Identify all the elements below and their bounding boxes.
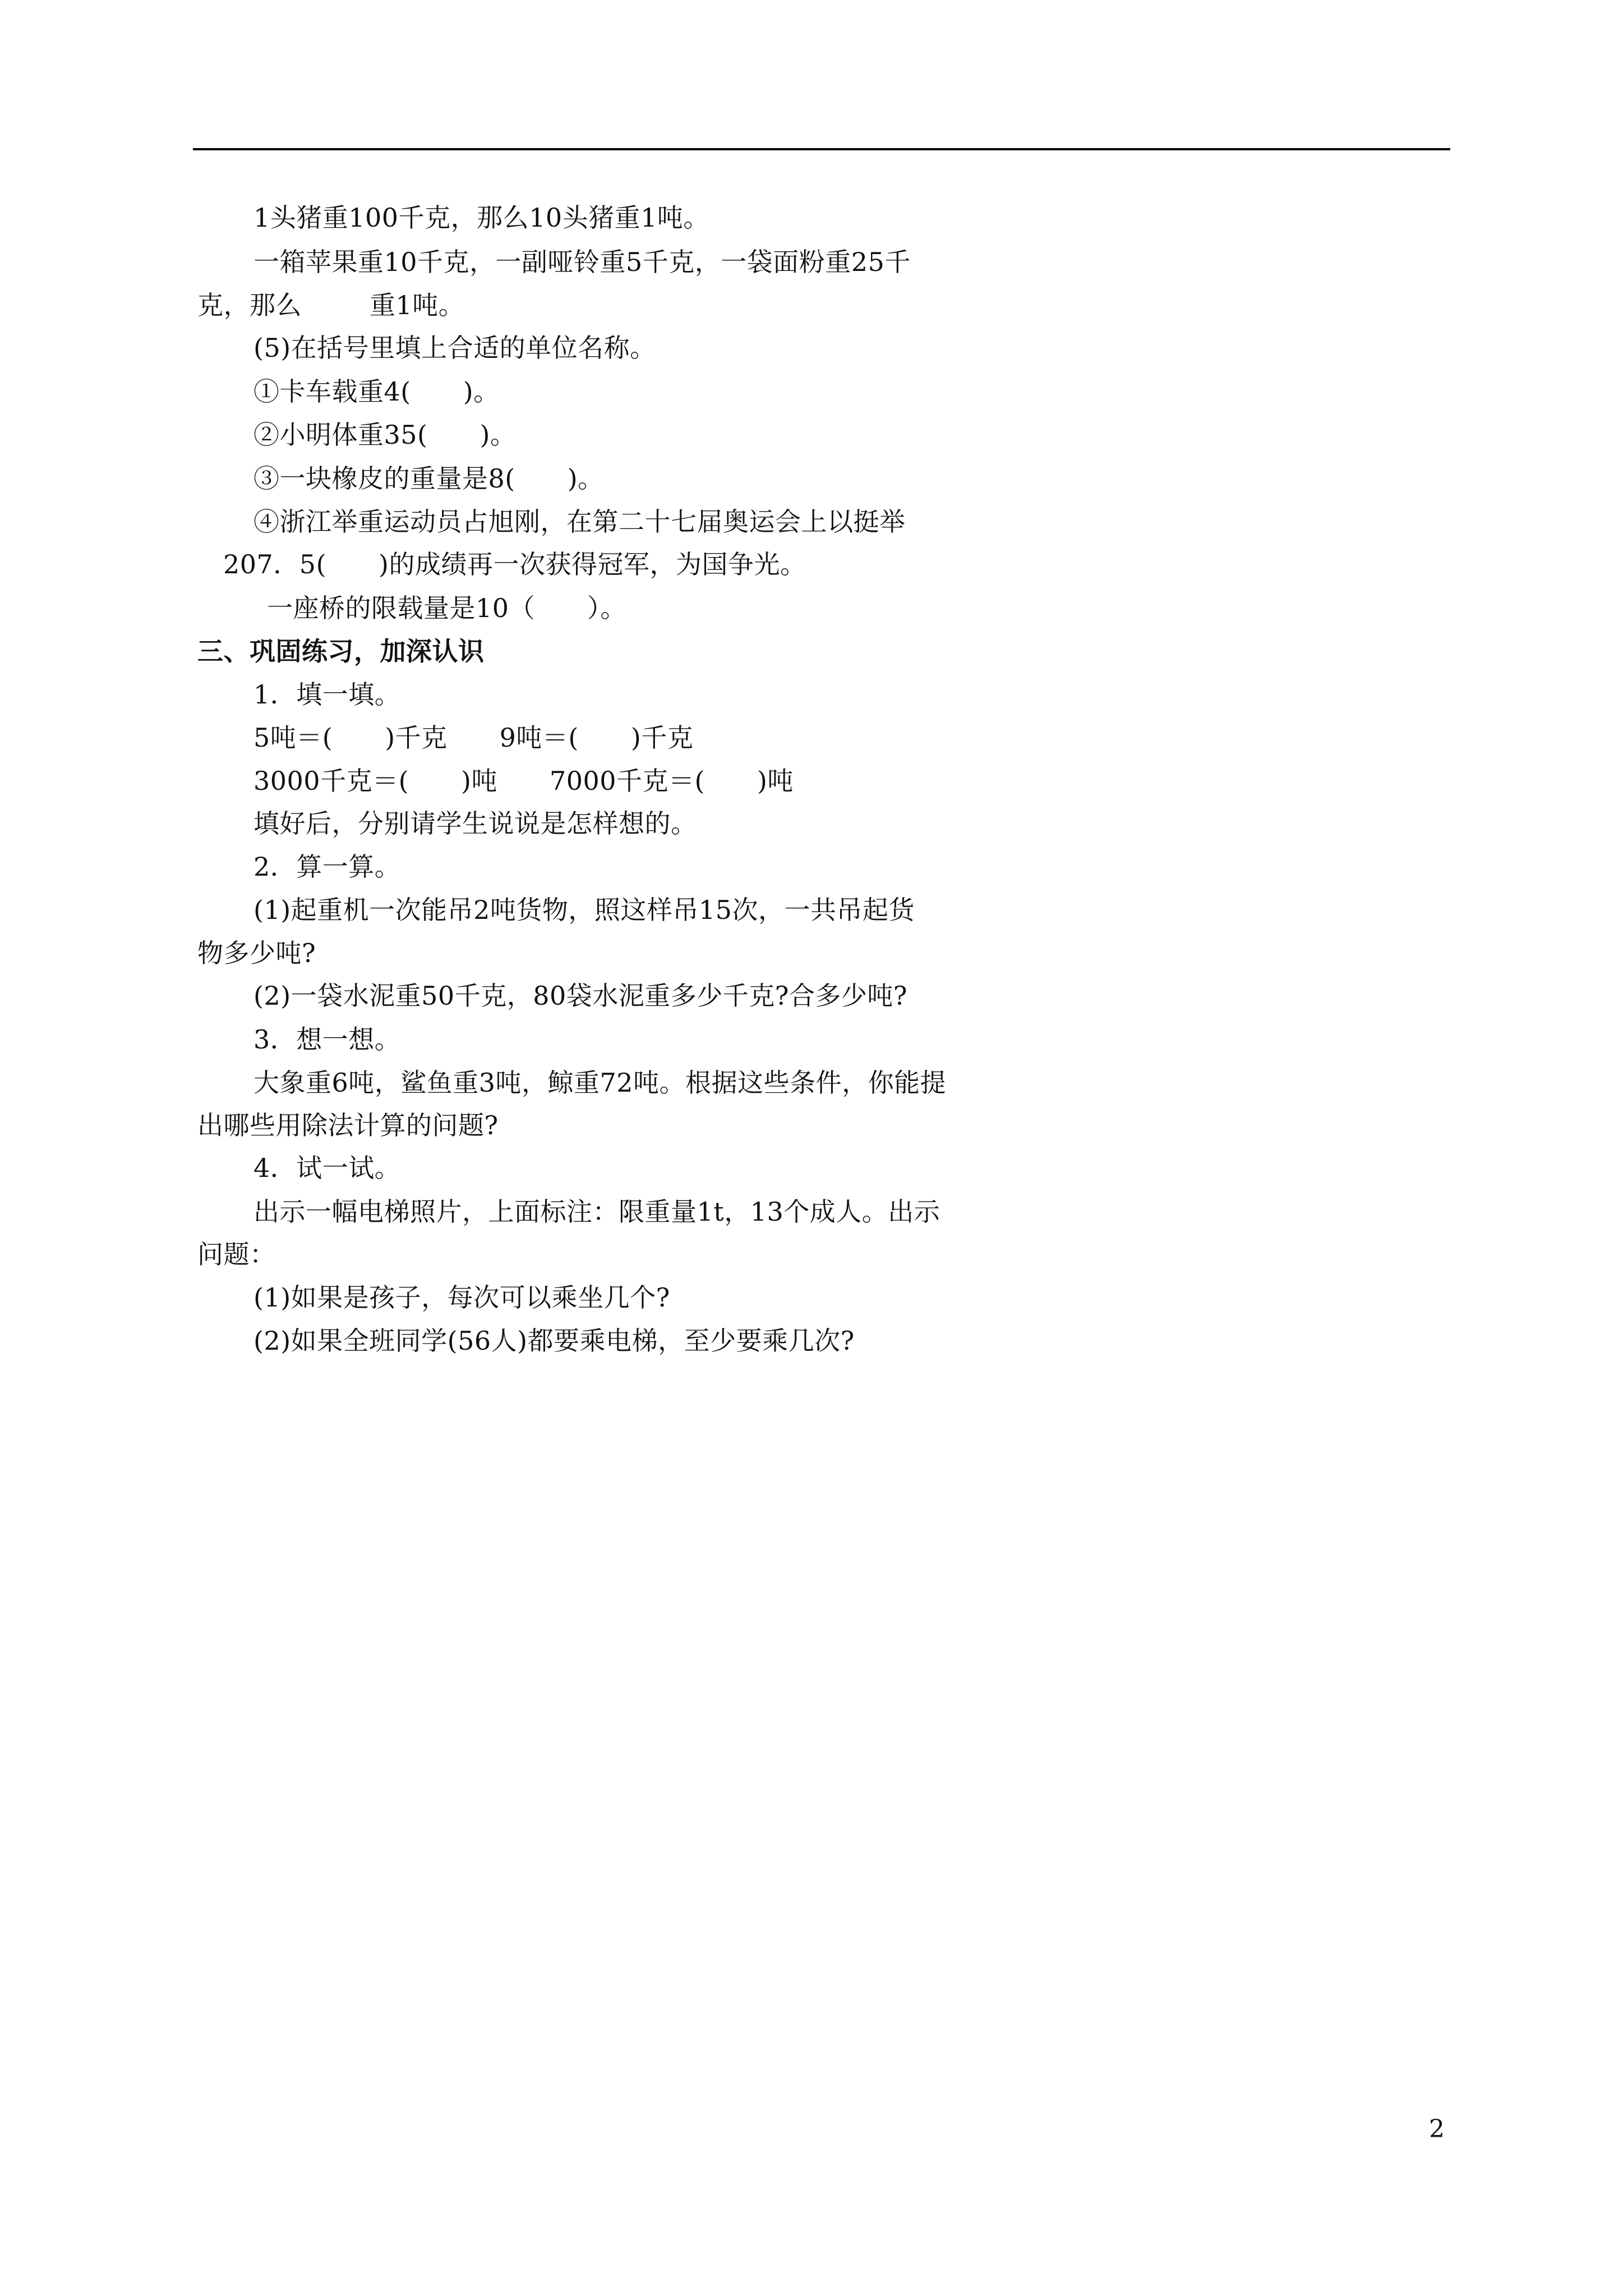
text-line: (5)在括号里填上合适的单位名称。 <box>253 333 656 363</box>
text-line: ④浙江举重运动员占旭刚，在第二十七届奥运会上以挺举 <box>253 507 906 537</box>
text-line: 207．5( )的成绩再一次获得冠军，为国争光。 <box>223 549 806 579</box>
section-heading: 三、巩固练习，加深认识 <box>197 636 485 666</box>
text-line: ③一块橡皮的重量是8( )。 <box>253 463 604 494</box>
text-line: 填好后，分别请学生说说是怎样想的。 <box>253 808 697 839</box>
text-line: 3000千克＝( )吨 7000千克＝( )吨 <box>253 766 794 796</box>
text-line: 5吨＝( )千克 9吨＝( )千克 <box>253 723 694 753</box>
text-line: 大象重6吨，鲨鱼重3吨，鲸重72吨。根据这些条件，你能提 <box>253 1068 947 1098</box>
text-line: 1头猪重100千克，那么10头猪重1吨。 <box>253 203 709 233</box>
text-line: 克，那么 重1吨。 <box>197 290 465 320</box>
text-line: 一座桥的限载量是10（ ）。 <box>267 593 627 623</box>
text-line: 1．填一填。 <box>253 679 401 710</box>
text-line: (2)如果全班同学(56人)都要乘电梯，至少要乘几次? <box>253 1326 855 1356</box>
text-line: (2)一袋水泥重50千克，80袋水泥重多少千克?合多少吨? <box>253 981 908 1011</box>
text-line: 4．试一试。 <box>253 1153 401 1183</box>
text-line: 物多少吨? <box>197 938 316 968</box>
text-line: 出示一幅电梯照片，上面标注：限重量1t，13个成人。出示 <box>253 1197 940 1227</box>
text-line: 2．算一算。 <box>253 852 401 882</box>
text-line: ①卡车载重4( )。 <box>253 376 500 407</box>
text-line: (1)起重机一次能吊2吨货物，照这样吊15次，一共吊起货 <box>253 895 915 925</box>
text-line: 一箱苹果重10千克，一副哑铃重5千克，一袋面粉重25千 <box>253 247 911 277</box>
text-line: 问题： <box>197 1239 276 1269</box>
text-line: (1)如果是孩子，每次可以乘坐几个? <box>253 1282 670 1313</box>
page-number: 2 <box>1429 2115 1445 2143</box>
header-rule <box>193 148 1450 150</box>
text-line: 3．想一想。 <box>253 1024 401 1055</box>
text-line: 出哪些用除法计算的问题? <box>197 1110 499 1140</box>
text-line: ②小明体重35( )。 <box>253 420 517 450</box>
